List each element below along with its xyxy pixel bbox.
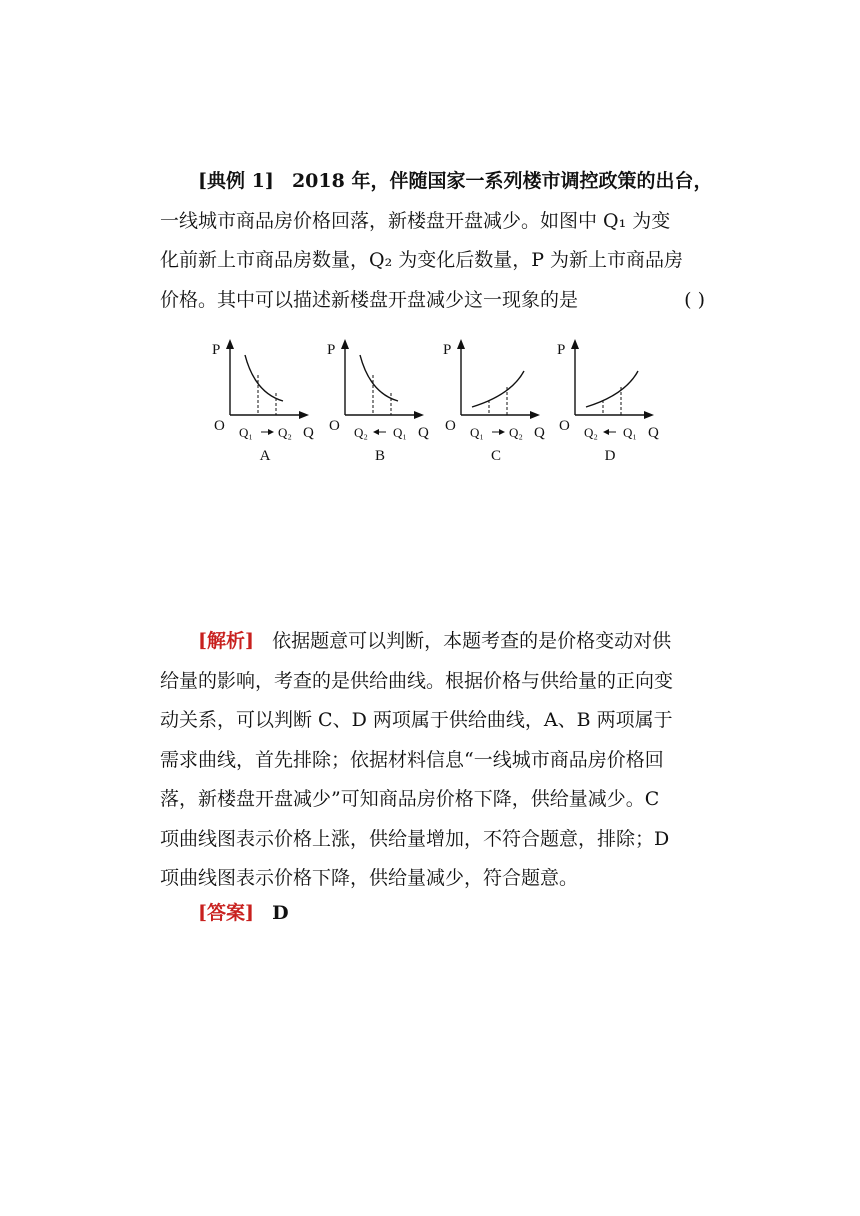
question-line-4 <box>160 281 705 321</box>
q-axis-arrow-icon <box>530 411 540 419</box>
question-line-1 <box>160 162 713 202</box>
option-letter: C <box>490 448 502 464</box>
origin-label: O <box>445 418 456 434</box>
p-axis-arrow-icon <box>457 339 465 349</box>
p-axis-arrow-icon <box>226 339 234 349</box>
p-axis-arrow-icon <box>341 339 349 349</box>
question-paragraph <box>160 162 713 320</box>
option-letter: B <box>374 448 386 464</box>
figure-svg <box>550 335 665 465</box>
quantity-label-left: Q₁ <box>239 425 253 440</box>
origin-label: O <box>214 418 225 434</box>
quantity-label-right: Q₁ <box>393 425 407 440</box>
analysis-line-1 <box>160 622 705 662</box>
analysis-line-5: 落，新楼盘开盘减少”可知商品房价格下降，供给量减少。C <box>160 788 660 810</box>
analysis-line-6: 项曲线图表示价格上涨，供给量增加，不符合题意，排除；D <box>160 827 670 850</box>
option-letter: D <box>604 448 616 464</box>
change-arrow-right-icon <box>268 429 274 435</box>
answer-parentheses: ( ) <box>684 288 705 311</box>
answer-tag: [答案] <box>198 902 254 924</box>
figure-b <box>320 335 435 465</box>
figure-svg <box>436 335 551 465</box>
quantity-label-left: Q₁ <box>470 425 484 440</box>
figure-c <box>436 335 551 465</box>
analysis-line-4: 需求曲线，首先排除；依据材料信息“一线城市商品房价格回 <box>160 748 664 771</box>
analysis-line-3: 动关系，可以判断 C、D 两项属于供给曲线，A、B 两项属于 <box>160 709 673 731</box>
figure-svg <box>205 335 320 465</box>
answer-value: D <box>272 902 289 924</box>
q-axis-arrow-icon <box>299 411 309 419</box>
q-axis-label: Q <box>648 425 659 441</box>
change-arrow-left-icon <box>603 429 609 435</box>
figure-row <box>205 335 665 465</box>
supply-curve <box>472 371 524 407</box>
q-axis-arrow-icon <box>644 411 654 419</box>
analysis-paragraph <box>160 622 705 899</box>
question-line-2: 一线城市商品房价格回落，新楼盘开盘减少。如图中 Q₁ 为变 <box>160 209 671 232</box>
quantity-label-right: Q₂ <box>509 425 523 440</box>
quantity-label-left: Q₂ <box>354 425 368 440</box>
question-line-3: 化前新上市商品房数量，Q₂ 为变化后数量，P 为新上市商品房 <box>160 249 684 271</box>
question-text-4: 价格。其中可以描述新楼盘开盘减少这一现象的是 <box>160 288 579 311</box>
change-arrow-left-icon <box>373 429 379 435</box>
p-axis-label: P <box>443 342 452 358</box>
analysis-text-1: 依据题意可以判断，本题考查的是价格变动对供 <box>272 630 672 652</box>
q-axis-arrow-icon <box>414 411 424 419</box>
quantity-label-right: Q₂ <box>278 425 292 440</box>
option-letter: A <box>259 448 271 464</box>
analysis-line-2: 给量的影响，考查的是供给曲线。根据价格与供给量的正向变 <box>160 669 674 692</box>
answer-line <box>198 898 289 925</box>
q-axis-label: Q <box>418 425 429 441</box>
p-axis-label: P <box>212 342 221 358</box>
p-axis-label: P <box>327 342 336 358</box>
supply-curve <box>586 371 638 407</box>
question-tag: [典例 1] <box>198 170 274 192</box>
p-axis-label: P <box>557 342 566 358</box>
demand-curve <box>245 355 283 401</box>
figure-svg <box>320 335 435 465</box>
demand-curve <box>360 355 398 401</box>
q-axis-label: Q <box>534 425 545 441</box>
change-arrow-right-icon <box>499 429 505 435</box>
quantity-label-right: Q₁ <box>623 425 637 440</box>
analysis-line-7: 项曲线图表示价格下降，供给量减少，符合题意。 <box>160 867 579 889</box>
figure-d <box>550 335 665 465</box>
origin-label: O <box>329 418 340 434</box>
figure-a <box>205 335 320 465</box>
p-axis-arrow-icon <box>571 339 579 349</box>
quantity-label-left: Q₂ <box>584 425 598 440</box>
analysis-tag: [解析] <box>198 630 254 652</box>
q-axis-label: Q <box>303 425 314 441</box>
question-text-1: 2018 年，伴随国家一系列楼市调控政策的出台， <box>291 170 713 192</box>
origin-label: O <box>559 418 570 434</box>
